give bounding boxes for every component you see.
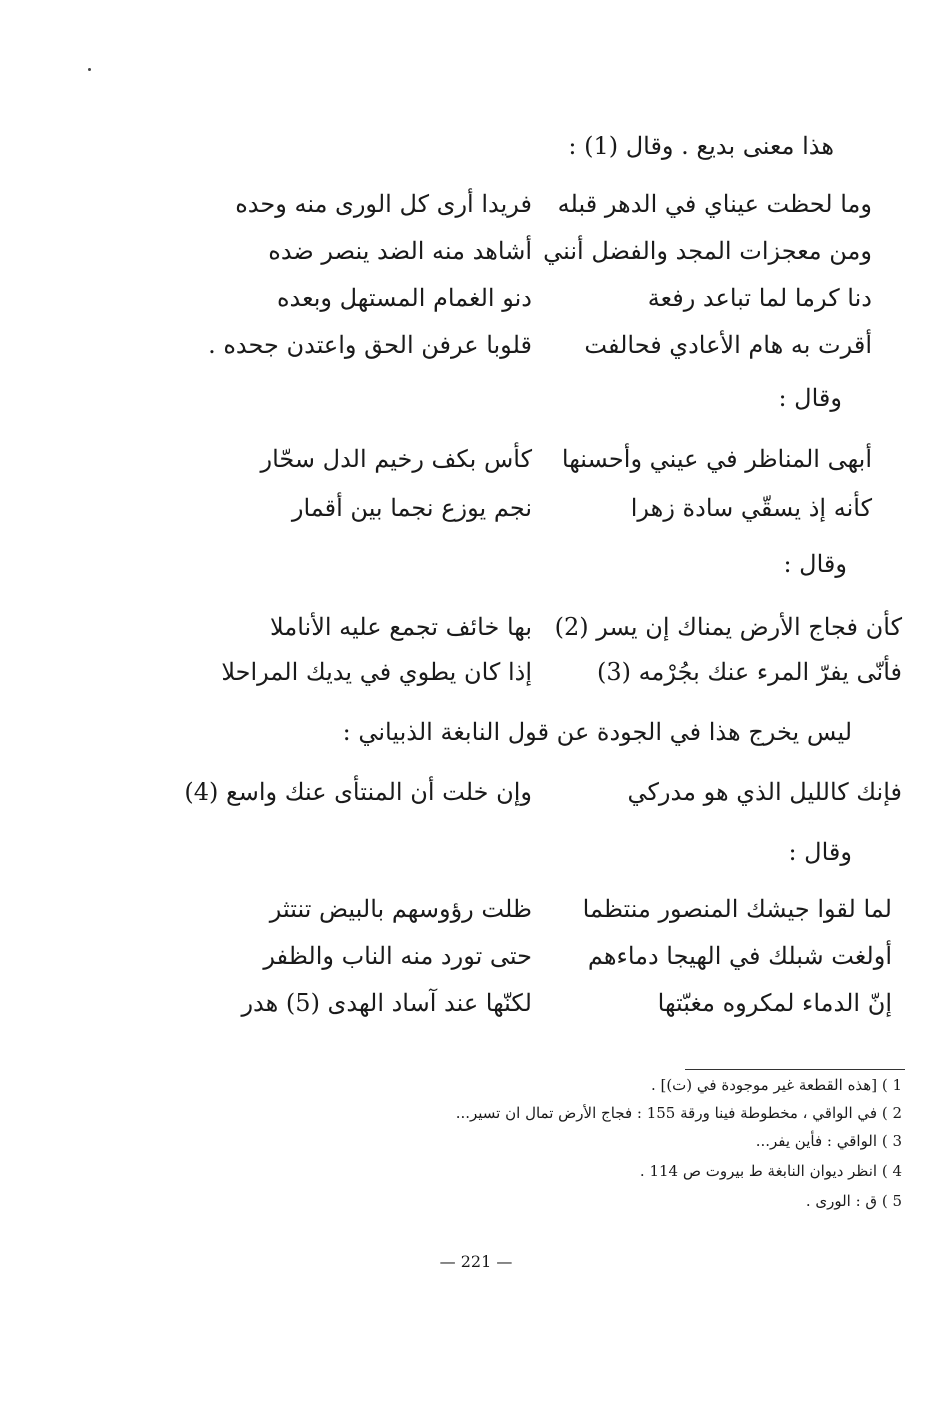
verse-6-left: نجم يوزع نجما بين أقمار	[291, 494, 532, 522]
footnote-2: 2 ) في الواقي ، مخطوطة فينا ورقة 155 : فجاج الأرض تمال ان تسير...	[455, 1104, 902, 1122]
footnote-divider	[685, 1069, 905, 1070]
verse-4-right: أقرت به هام الأعادي فحالفت	[584, 331, 872, 359]
said-heading-2: وقال :	[783, 550, 847, 578]
verse-9-right: فإنك كالليل الذي هو مدركي	[627, 778, 902, 806]
verse-12-right: إنّ الدماء لمكروه مغبّتها	[657, 989, 892, 1017]
verse-2-left: أشاهد منه الضد ينصر ضده	[268, 237, 532, 265]
verse-1-left: فريدا أرى كل الورى منه وحده	[235, 190, 532, 218]
verse-10-left: ظلت رؤوسهم بالبيض تنتثر	[269, 895, 532, 923]
speck	[88, 68, 91, 71]
page-number: — 221 —	[439, 1252, 513, 1271]
verse-8-right: فأنّى يفرّ المرء عنك بجُرْمه (3)	[596, 658, 902, 686]
said-heading-1: وقال :	[778, 384, 842, 412]
verse-5-right: أبهى المناظر في عيني وأحسنها	[561, 445, 872, 473]
verse-6-right: كأنه إذ يسقّي سادة زهرا	[630, 494, 872, 522]
verse-2-right: ومن معجزات المجد والفضل أنني	[543, 237, 872, 265]
said-heading-3: وقال :	[788, 838, 852, 866]
comment-line: ليس يخرج هذا في الجودة عن قول النابغة الذبياني :	[342, 718, 852, 746]
verse-12-left: لكنّها عند آساد الهدى (5) هدر	[241, 989, 532, 1017]
verse-10-right: لما لقوا جيشك المنصور منتظما	[582, 895, 892, 923]
verse-9-left: وإن خلت أن المنتأى عنك واسع (4)	[184, 778, 532, 806]
verse-11-left: حتى تورد منه الناب والظفر	[263, 942, 532, 970]
verse-7-left: بها خائف تجمع عليه الأناملا	[270, 613, 532, 641]
footnote-4: 4 ) انظر ديوان النابغة ط بيروت ص 114 .	[639, 1162, 902, 1180]
footnote-5: 5 ) ق : الورى .	[805, 1192, 902, 1210]
footnote-3: 3 ) الواقي : فأين يفر...	[755, 1132, 902, 1150]
verse-5-left: كأس بكف رخيم الدل سحّار	[260, 445, 532, 473]
footnote-1: 1 ) [هذه القطعة غير موجودة في (ت)] .	[650, 1076, 902, 1094]
verse-8-left: إذا كان يطوي في يديك المراحلا	[221, 658, 532, 686]
verse-1-right: وما لحظت عيناي في الدهر قبله	[557, 190, 872, 218]
verse-3-left: دنو الغمام المستهل وبعده	[276, 284, 532, 312]
intro-line: هذا معنى بديع . وقال (1) :	[568, 132, 834, 160]
verse-4-left: قلوبا عرفن الحق واعتدن جحده .	[208, 331, 532, 359]
verse-11-right: أولغت شبلك في الهيجا دماءهم	[587, 942, 892, 970]
verse-3-right: دنا كرما لما تباعد رفعة	[647, 284, 872, 312]
verse-7-right: كأن فجاج الأرض يمناك إن يسر (2)	[554, 613, 902, 641]
